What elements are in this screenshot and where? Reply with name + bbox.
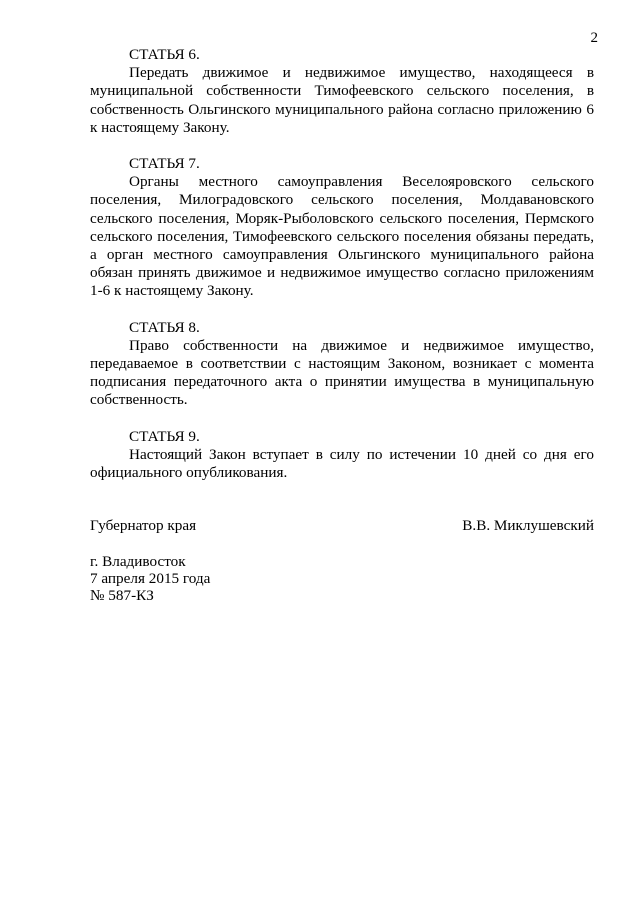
- article-7: [90, 155, 594, 301]
- article-9: [90, 428, 594, 483]
- article-text: Передать движимое и недвижимое имущество, находящееся в муниципальной собственности Тимофеевского сельского поселения, в собственность Ольгинского муниципального района согласно приложению 6 к настоящему Закону.: [90, 64, 594, 136]
- article-heading: СТАТЬЯ 7.: [129, 155, 200, 173]
- city: г. Владивосток: [90, 553, 186, 570]
- article-text: Настоящий Закон вступает в силу по истечении 10 дней со дня его официального опубликования.: [90, 445, 594, 482]
- article-text: Органы местного самоуправления Веселояровского сельского поселения, Милоградовского сельского поселения, Молдавановского сельского поселения, Моряк-Рыболовского сельского поселения, Пермского сельского поселения, Тимофеевского сельского поселения обязаны передать, а орган местного самоуправления Ольгинского муниципального района обязан принять движимое и недвижимое имущество согласно приложениям 1-6 к настоящему Закону.: [90, 173, 594, 300]
- law-number: № 587-КЗ: [90, 587, 154, 604]
- article-heading: СТАТЬЯ 6.: [129, 46, 200, 63]
- signatory-name: В.В. Миклушевский: [462, 517, 594, 534]
- article-heading: СТАТЬЯ 8.: [129, 318, 200, 336]
- article-8: [90, 319, 594, 410]
- document-body: [90, 46, 594, 500]
- date: 7 апреля 2015 года: [90, 570, 211, 587]
- article-text: Право собственности на движимое и недвижимое имущество, передаваемое в соответствии с настоящим Законом, возникает с момента подписания передаточного акта о принятии имущества в муниципальную собственность.: [90, 336, 594, 409]
- page-number: 2: [590, 30, 598, 46]
- signature-block: [90, 517, 594, 535]
- article-6: [90, 46, 594, 137]
- article-heading: СТАТЬЯ 9.: [129, 427, 200, 445]
- document-footer: [90, 553, 210, 604]
- signatory-title: Губернатор края: [90, 517, 197, 534]
